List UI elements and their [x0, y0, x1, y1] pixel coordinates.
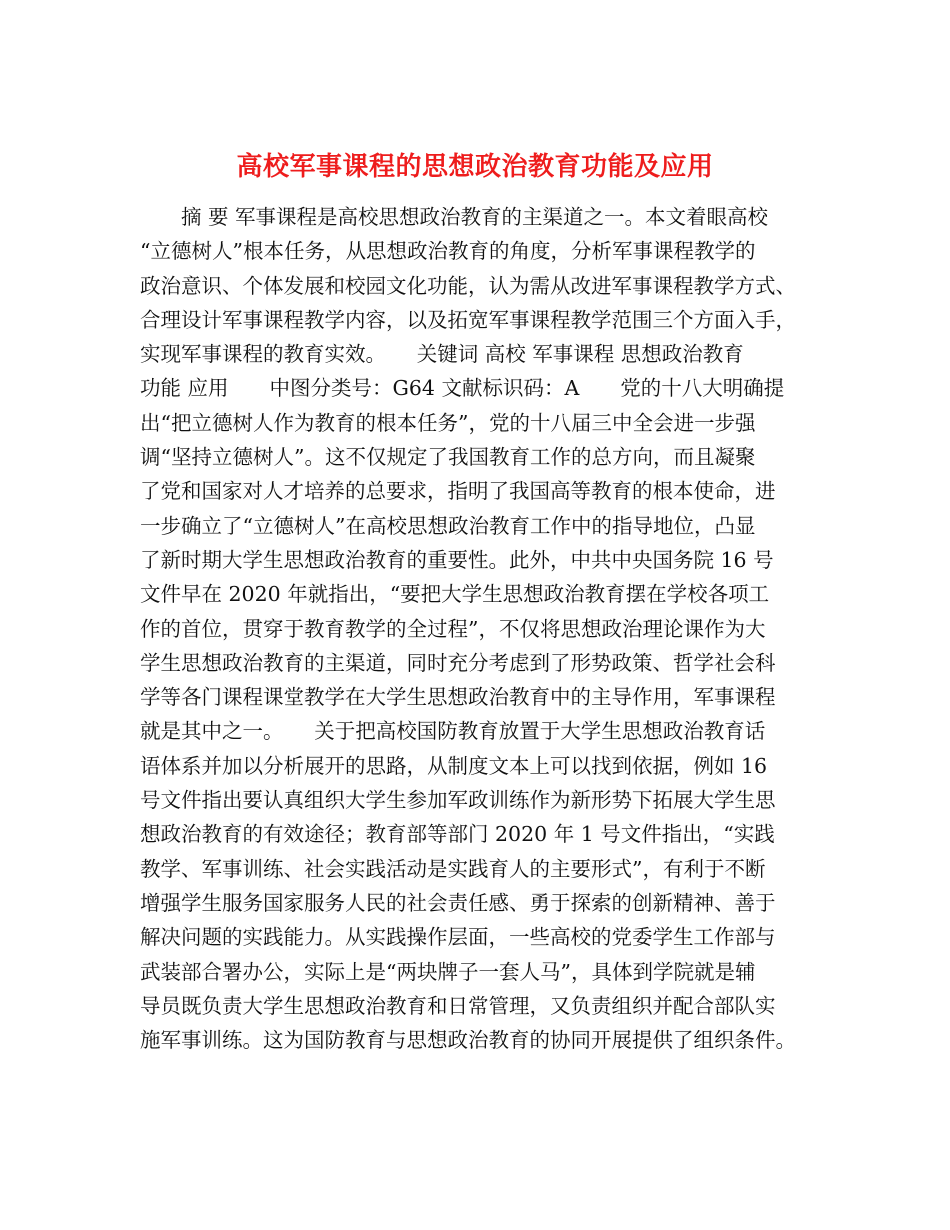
body-text-line: 合理设计军事课程教学内容，以及拓宽军事课程教学范围三个方面入手，	[140, 307, 796, 332]
body-text-line: 功能 应用 中图分类号：G64 文献标识码：A 党的十八大明确提	[140, 376, 785, 401]
body-text-line: 作的首位，贯穿于教育教学的全过程”，不仅将思想政治理论课作为大	[140, 616, 766, 641]
body-text-line: 了新时期大学生思想政治教育的重要性。此外，中共中央国务院 16 号	[140, 547, 774, 572]
body-text-line: 学生思想政治教育的主渠道，同时充分考虑到了形势政策、哲学社会科	[140, 650, 776, 675]
body-text-line: 文件早在 2020 年就指出，“要把大学生思想政治教育摆在学校各项工	[140, 582, 770, 607]
body-text-line: 调“坚持立德树人”。这不仅规定了我国教育工作的总方向，而且凝聚	[140, 445, 756, 470]
body-text-line: 就是其中之一。 关于把高校国防教育放置于大学生思想政治教育话	[140, 719, 766, 744]
body-text-line: 号文件指出要认真组织大学生参加军政训练作为新形势下拓展大学生思	[140, 788, 776, 813]
body-text-line: 教学、军事训练、社会实践活动是实践育人的主要形式”，有利于不断	[140, 856, 766, 881]
body-text-line: 施军事训练。这为国防教育与思想政治教育的协同开展提供了组织条件。	[140, 1028, 796, 1053]
body-text-line: 增强学生服务国家服务人民的社会责任感、勇于探索的创新精神、善于	[140, 890, 776, 915]
body-text-line: 想政治教育的有效途径；教育部等部门 2020 年 1 号文件指出，“实践	[140, 822, 775, 847]
body-text-line: 出“把立德树人作为教育的根本任务”，党的十八届三中全会进一步强	[140, 410, 756, 435]
body-text-line: 导员既负责大学生思想政治教育和日常管理，又负责组织并配合部队实	[140, 993, 776, 1018]
body-text-line: 解决问题的实践能力。从实践操作层面，一些高校的党委学生工作部与	[140, 925, 776, 950]
document-body	[140, 200, 820, 1057]
body-text-line: 一步确立了“立德树人”在高校思想政治教育工作中的指导地位，凸显	[140, 513, 756, 538]
body-text-line: 武装部合署办公，实际上是“两块牌子一套人马”，具体到学院就是辅	[140, 959, 756, 984]
document-title: 高校军事课程的思想政治教育功能及应用	[236, 152, 714, 183]
body-text-line: 学等各门课程课堂教学在大学生思想政治教育中的主导作用，军事课程	[140, 685, 776, 710]
body-text-line: 政治意识、个体发展和校园文化功能，认为需从改进军事课程教学方式、	[140, 273, 796, 298]
body-text-line: 语体系并加以分析展开的思路，从制度文本上可以找到依据，例如 16	[140, 753, 768, 778]
body-text-line: 摘 要 军事课程是高校思想政治教育的主渠道之一。本文着眼高校	[140, 205, 769, 229]
body-text-line: “立德树人”根本任务，从思想政治教育的角度，分析军事课程教学的	[140, 239, 756, 264]
body-text-line: 实现军事课程的教育实效。 关键词 高校 军事课程 思想政治教育	[140, 342, 744, 367]
body-text-line: 了党和国家对人才培养的总要求，指明了我国高等教育的根本使命，进	[140, 479, 776, 504]
